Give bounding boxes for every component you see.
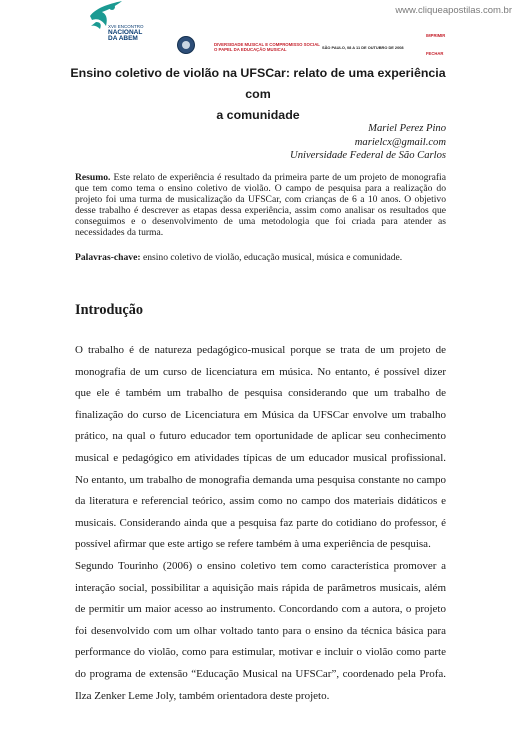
keywords: [75, 252, 446, 263]
event-logo: [84, 0, 176, 58]
logo-small-text: XVII ENCONTRO: [108, 24, 144, 29]
site-url: www.cliqueapostilas.com.br: [395, 5, 512, 16]
author-email: marielcx@gmail.com: [354, 136, 446, 148]
theme-line-2: O PAPEL DA EDUCAÇÃO MUSICAL: [214, 47, 287, 53]
body-paragraph: O trabalho é de natureza pedagógico-musical porque se trata de um projeto de monografia de um curso de licenciatura em música. No entanto, é possível dizer que ele é também um trabalho de pesquisa considerando que um trabalho de finalização do curso de Licenciatura em Música da UFSCar envolve um trabalho prático, na qual o futuro educador tem oportunidade de aplicar seu conhecimento musical e pedagógico em atividades típicas de um educador musical profissional. No entanto, um trabalho de monografia demanda uma pesquisa constante no campo da literatura e referencial teórico, assim como no campo dos materiais didáticos e musicais. Considerando ainda que a pesquisa faz parte do cotidiano do professor, é possível afirmar que este artigo se refere também à uma experiência de pesquisa.: [75, 344, 446, 551]
title-line-1: Ensino coletivo de violão na UFSCar: relato de uma experiência com: [70, 66, 446, 101]
keywords-text: ensino coletivo de violão, educação musical, música e comunidade.: [140, 252, 403, 263]
keywords-label: Palavras-chave:: [75, 252, 141, 263]
event-banner: [84, 0, 456, 58]
author-block: [290, 122, 446, 163]
author-institution: Universidade Federal de São Carlos: [290, 150, 446, 161]
close-link[interactable]: FECHAR: [426, 51, 444, 56]
abstract-label: Resumo.: [75, 172, 111, 183]
title-line-2: a comunidade: [216, 108, 300, 122]
abstract-text: Este relato de experiência é resultado da primeira parte de um projeto de monografia que tem como tema o ensino coletivo de violão. O campo de pesquisa para a realização do projeto foi uma turma de musicalização da UFSCar, com crianças de 6 a 10 anos. O objetivo desse trabalho é descrever as etapas dessa experiência, assim como analisar os resultados que conseguimos e o desenvolvimento de uma metodologia que foi criada para atender as necessidades da turma.: [75, 172, 446, 238]
abem-seal-icon: [177, 36, 195, 54]
body-paragraph: Segundo Tourinho (2006) o ensino coletivo tem como característica promover a interação social, possibilitar a aquisição mais rápida de parâmetros musicais, além de permitir um maior acesso ao instrumento. Concordando com a autora, o projeto foi desenvolvido com um olhar voltado tanto para o ensino da técnica básica para performance do violão, como para estimular, motivar e incluir o violão como parte do programa de extensão “Educação Musical na UFSCar”, coordenado pela Profa. Ilza Zenker Leme Joly, também orientadora deste projeto.: [75, 559, 446, 702]
author-name: Mariel Perez Pino: [368, 123, 446, 134]
logo-text: [108, 24, 144, 43]
logo-line-1: NACIONAL: [108, 29, 143, 37]
banner-date: SÃO PAULO, 08 A 11 DE OUTUBRO DE 2008: [322, 45, 404, 50]
print-link[interactable]: IMPRIMIR: [426, 33, 446, 38]
abstract: [75, 173, 446, 238]
theme-line-1: DIVERSIDADE MUSICAL E COMPROMISSO SOCIAL: [214, 42, 320, 47]
logo-line-2: DA ABEM: [108, 35, 138, 43]
section-heading: Introdução: [75, 302, 144, 318]
body-text: [75, 340, 446, 707]
paper-title: [60, 63, 456, 126]
banner-theme: [214, 42, 320, 53]
